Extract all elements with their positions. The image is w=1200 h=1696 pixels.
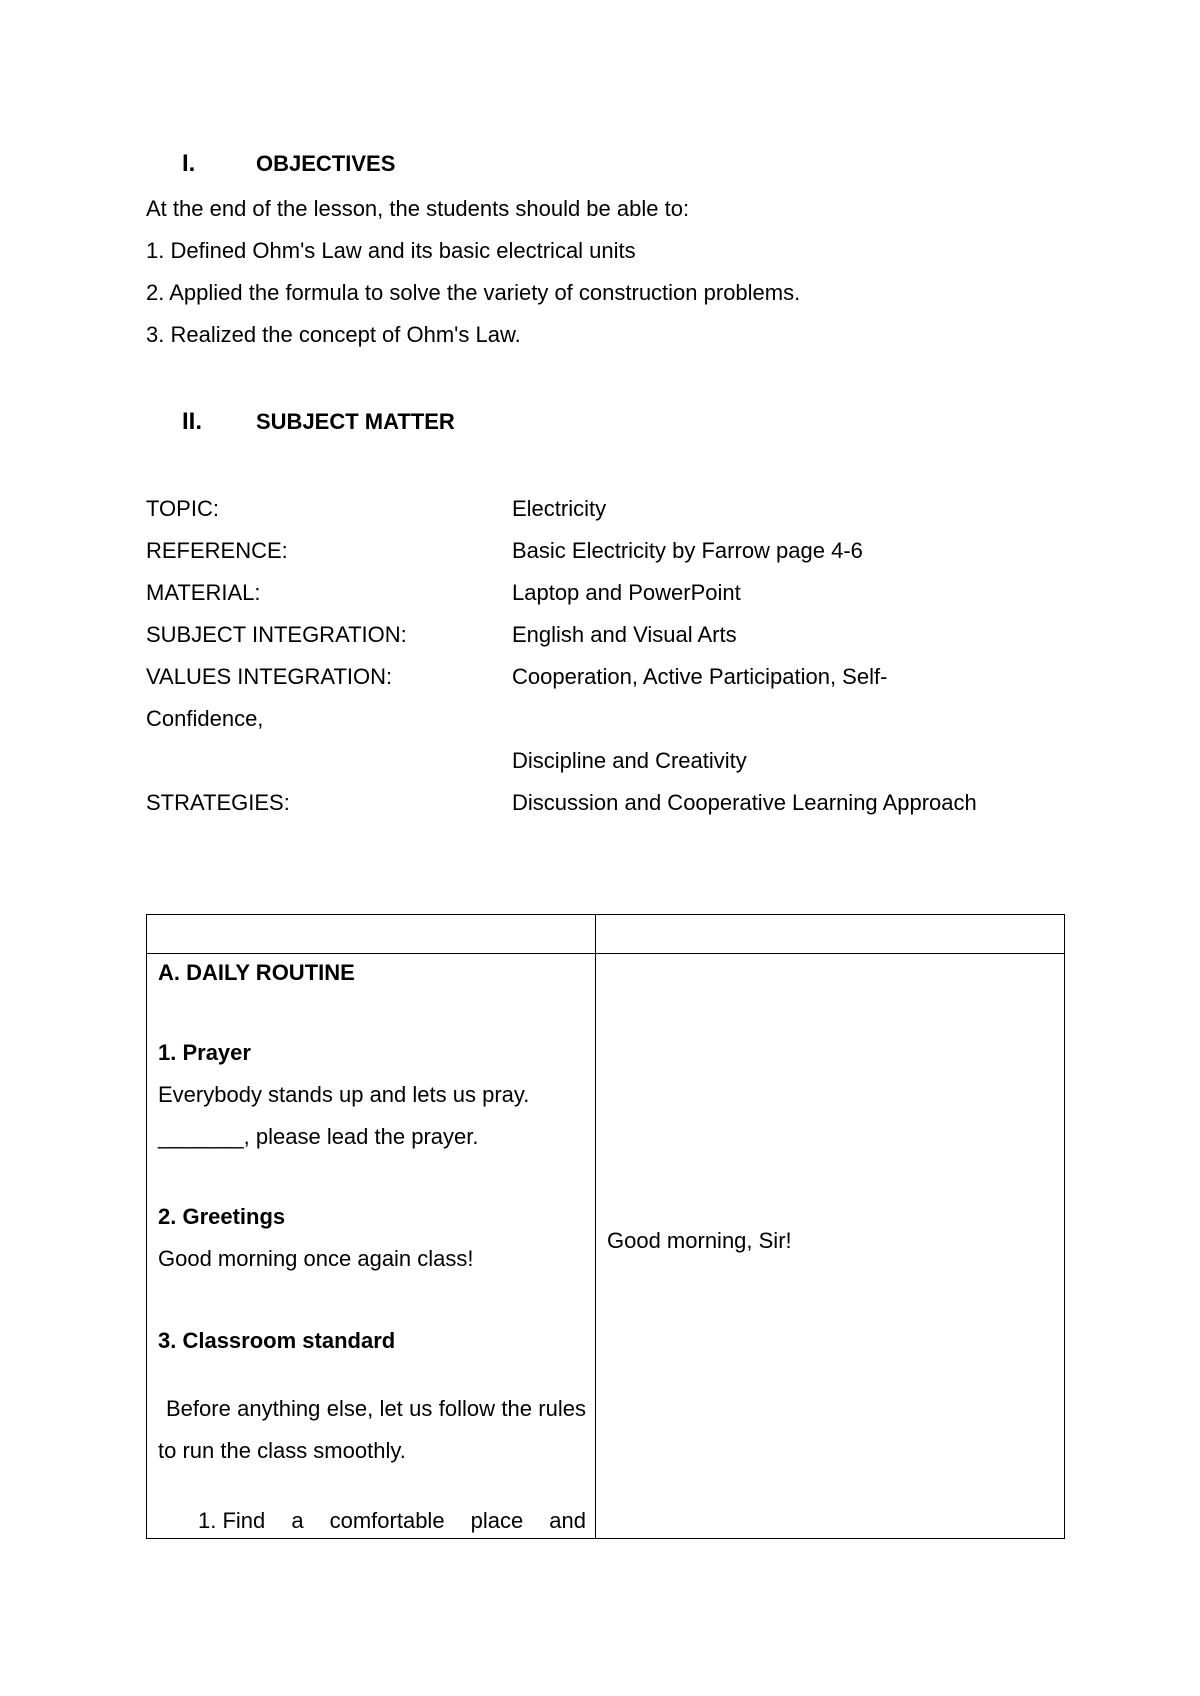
greetings-title: 2. Greetings <box>158 1204 286 1229</box>
teacher-header-cell <box>147 915 596 954</box>
subject-integration-value: English and Visual Arts <box>512 622 737 647</box>
reference-label: REFERENCE: <box>146 538 288 563</box>
lesson-procedure-table <box>146 914 1065 1539</box>
topic-value: Electricity <box>512 496 607 521</box>
objective-item-2: 2. Applied the formula to solve the variety of construction problems. <box>146 280 801 305</box>
subject-integration-label: SUBJECT INTEGRATION: <box>146 622 407 647</box>
subject-matter-title: SUBJECT MATTER <box>256 409 455 434</box>
objective-item-3: 3. Realized the concept of Ohm's Law. <box>146 322 521 347</box>
subject-matter-heading <box>182 408 455 436</box>
rule-word-5: and <box>549 1508 586 1533</box>
strategies-value: Discussion and Cooperative Learning Approach <box>512 790 977 815</box>
table-header-row <box>147 915 1065 954</box>
values-integration-value-2: Discipline and Creativity <box>512 748 747 773</box>
material-value: Laptop and PowerPoint <box>512 580 741 605</box>
topic-label: TOPIC: <box>146 496 219 521</box>
student-activity-cell <box>596 954 1065 1539</box>
values-integration-label: VALUES INTEGRATION: <box>146 664 393 689</box>
prayer-title: 1. Prayer <box>158 1040 251 1065</box>
values-integration-value: Cooperation, Active Participation, Self- <box>512 664 888 689</box>
material-label: MATERIAL: <box>146 580 261 605</box>
rule-word-2: a <box>291 1508 304 1533</box>
objectives-numeral: I. <box>182 150 196 177</box>
rule-word-4: place <box>470 1508 524 1533</box>
objectives-heading <box>182 150 395 178</box>
strategies-label: STRATEGIES: <box>146 790 290 815</box>
teacher-activity-cell <box>147 954 596 1539</box>
student-response: Good morning, Sir! <box>607 1228 792 1253</box>
prayer-line-2: _______, please lead the prayer. <box>158 1124 479 1149</box>
rule-item-1 <box>158 1508 586 1534</box>
objective-item-1: 1. Defined Ohm's Law and its basic electrical units <box>146 238 636 263</box>
classroom-standard-text: Before anything else, let us follow the rules to run the class smoothly. <box>158 1396 586 1463</box>
table-row <box>147 954 1065 1539</box>
rule-word-3: comfortable <box>329 1508 445 1533</box>
classroom-standard-title: 3. Classroom standard <box>158 1328 396 1353</box>
rule-word-1: 1. Find <box>198 1508 266 1533</box>
daily-routine-title: A. DAILY ROUTINE <box>158 960 355 985</box>
student-header-cell <box>596 915 1065 954</box>
greetings-line: Good morning once again class! <box>158 1246 474 1271</box>
prayer-line-1: Everybody stands up and lets us pray. <box>158 1082 530 1107</box>
objectives-intro: At the end of the lesson, the students should be able to: <box>146 196 690 221</box>
reference-value: Basic Electricity by Farrow page 4-6 <box>512 538 863 563</box>
values-integration-wrap: Confidence, <box>146 706 264 731</box>
subject-matter-numeral: II. <box>182 408 203 435</box>
objectives-title: OBJECTIVES <box>256 151 396 176</box>
